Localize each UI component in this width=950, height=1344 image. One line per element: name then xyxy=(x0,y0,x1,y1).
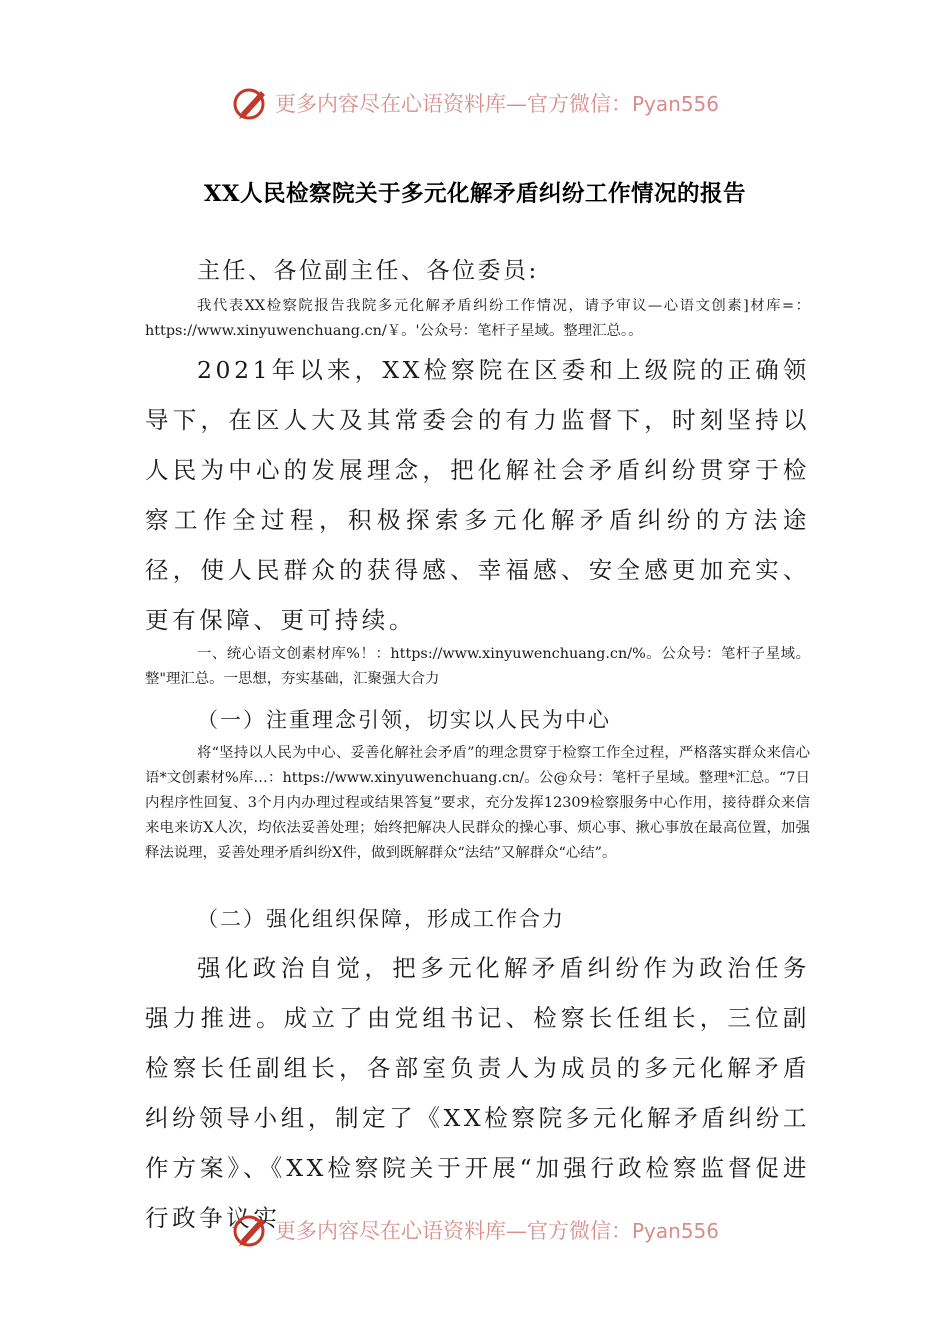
sub-heading-1: （一）注重理念引领，切实以人民为中心 xyxy=(197,708,611,732)
intro-paragraph: 我代表XX检察院报告我院多元化解矛盾纠纷工作情况，请予审议—心语文创素]材库=：https://www.xinyuwenchuang.cn/￥。'公众号：笔杆子星域。整理汇总。。 xyxy=(145,298,810,339)
salutation: 主任、各位副主任、各位委员: xyxy=(197,258,539,284)
body-paragraph-1: 2021年以来，XX检察院在区委和上级院的正确领导下，在区人大及其常委会的有力监督下，时刻坚持以人民为中心的发展理念，把化解社会矛盾纠纷贯穿于检察工作全过程，积极探索多元化解矛盾纠纷的方法途径，使人民群众的获得感、幸福感、安全感更加充实、更有保障、更可持续。 xyxy=(145,356,810,634)
banner-text: 更多内容尽在心语资料库—官方微信：Pyan556 xyxy=(274,92,719,116)
footer-banner xyxy=(0,1207,950,1253)
header-banner xyxy=(0,80,950,126)
section-heading-1: 一、统心语文创素材库%！：https://www.xinyuwenchuang.cn/%。公众号：笔杆子星域。整"理汇总。一思想，夯实基础，汇聚强大合力 xyxy=(145,646,810,687)
pen-logo-icon xyxy=(231,83,271,123)
pen-logo-icon xyxy=(231,1210,271,1250)
body-paragraph-3: 强化政治自觉，把多元化解矛盾纠纷作为政治任务强力推进。成立了由党组书记、检察长任组长，三位副检察长任副组长，各部室负责人为成员的多元化解矛盾纠纷领导小组，制定了《XX检察院多元化解矛盾纠纷工作方案》、《XX检察院关于开展“加强行政检察监督促进行政争议实 xyxy=(145,954,810,1232)
banner-text: 更多内容尽在心语资料库—官方微信：Pyan556 xyxy=(274,1219,719,1243)
wechat-id: Pyan556 xyxy=(631,1219,719,1243)
body-paragraph-2: 将“坚持以人民为中心、妥善化解社会矛盾”的理念贯穿于检察工作全过程，严格落实群众来信心语*文创素材%库…：https://www.xinyuwenchuang.cn/。公@众号：笔杆子星域。整理*汇总。“7日内程序性回复、3个月内办理过程或结果答复”要求，充分发挥12309检察服务中心作用，接待群众来信来电来访X人次，均依法妥善处理；始终把解决人民群众的操心事、烦心事、揪心事放在最高位置，加强释法说理，妥善处理矛盾纠纷X件，做到既解群众“法结”又解群众“心结”。 xyxy=(145,745,810,861)
wechat-id: Pyan556 xyxy=(631,92,719,116)
document-title: XX人民检察院关于多元化解矛盾纠纷工作情况的报告 xyxy=(204,181,746,207)
sub-heading-2: （二）强化组织保障，形成工作合力 xyxy=(197,907,565,931)
